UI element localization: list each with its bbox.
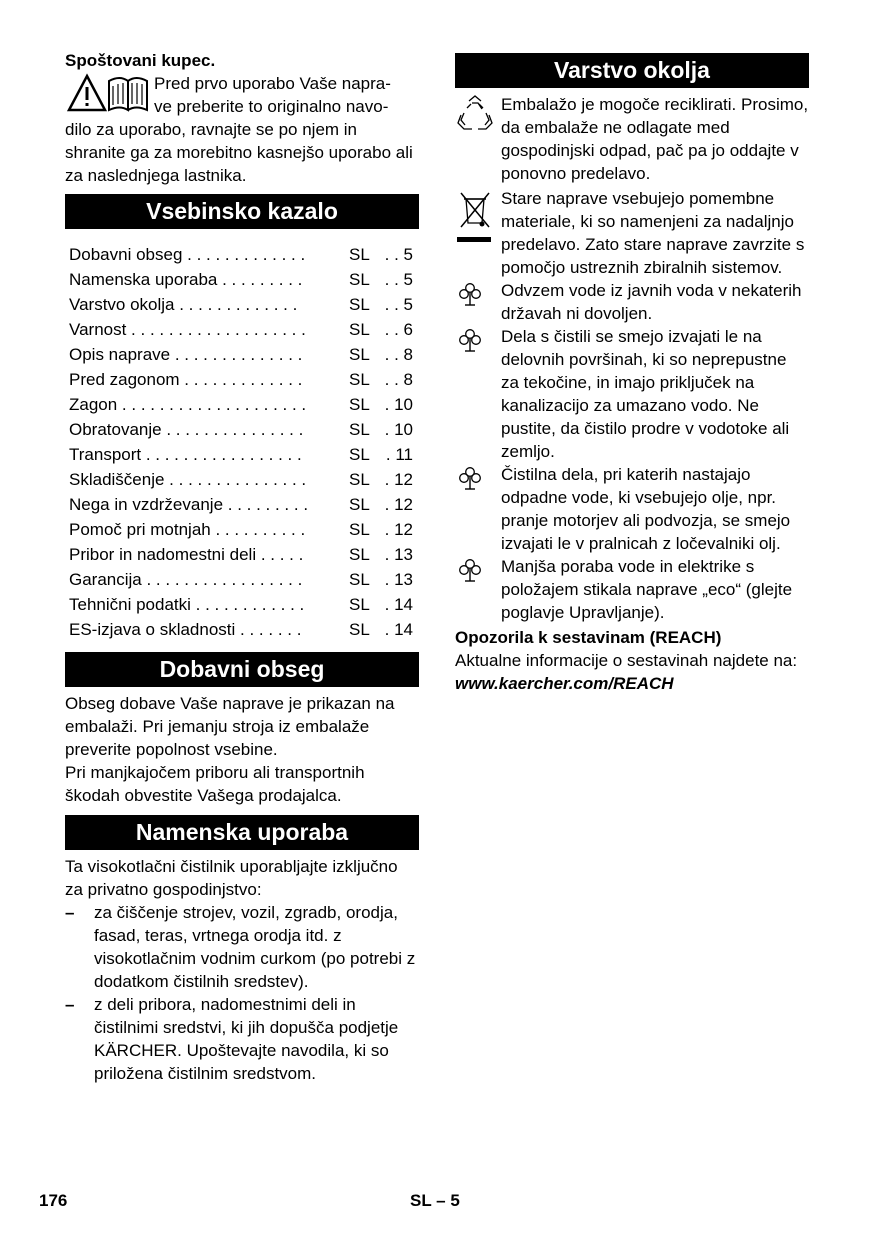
- toc-page-number: . . 5: [384, 295, 413, 314]
- toc-title: [69, 292, 331, 317]
- toc-page-number: . 13: [384, 570, 413, 589]
- toc-leader-dots: . . . . . . . . . . . .: [190, 595, 305, 614]
- toc-lang: SL: [349, 245, 370, 264]
- toc-lang: SL: [349, 520, 370, 539]
- env-text: Embalažo je mogoče reciklirati. Prosimo, da embalaže ne odlagate med gospodinjski odpad, pač pa jo oddajte v ponovno predelavo.: [501, 95, 809, 183]
- toc-page-number: . 13: [384, 545, 413, 564]
- toc-row[interactable]: [65, 392, 419, 417]
- toc-title-text: ES-izjava o skladnosti: [69, 620, 236, 639]
- toc-title: [69, 267, 331, 292]
- toc-title: [69, 542, 331, 567]
- table-of-contents: [65, 242, 419, 642]
- list-item-text: za čiščenje strojev, vozil, zgradb, orodja, fasad, teras, vrtnega orodja itd. z visokotlačnim vodnim curkom (po potrebi z dodatkom čistilnih sredstev).: [94, 903, 416, 991]
- toc-title: [69, 592, 331, 617]
- toc-title-text: Garancija: [69, 570, 142, 589]
- toc-leader-dots: . . . . . . . . . . . . . . . . .: [141, 570, 303, 589]
- toc-row[interactable]: [65, 417, 419, 442]
- toc-row[interactable]: [65, 567, 419, 592]
- toc-title: [69, 317, 331, 342]
- env-item-weee: [455, 187, 809, 279]
- environment-tree-icon: [455, 555, 501, 624]
- toc-title: [69, 492, 331, 517]
- toc-row[interactable]: [65, 617, 419, 642]
- page-number: 176: [39, 1191, 68, 1210]
- toc-title-text: Pomoč pri motnjah: [69, 520, 211, 539]
- delivery-heading: Dobavni obseg: [65, 652, 419, 687]
- env-text: Dela s čistili se smejo izvajati le na delovnih površinah, ki so neprepustne za tekočine, in imajo priključek na kanalizacijo za umazano vodo. Ne pustite, da čistilo prodre v vodotoke ali zemljo.: [501, 327, 790, 461]
- toc-row[interactable]: [65, 367, 419, 392]
- toc-lang: SL: [349, 270, 370, 289]
- toc-page-number: . . 5: [384, 245, 413, 264]
- toc-title: [69, 367, 331, 392]
- toc-lang: SL: [349, 320, 370, 339]
- toc-title: [69, 392, 331, 417]
- toc-title-text: Zagon: [69, 395, 118, 414]
- toc-leader-dots: . . . . . . . . . . . . . . . . . . .: [126, 320, 306, 339]
- toc-page-number: . . 5: [384, 270, 413, 289]
- env-item-tree: [455, 279, 809, 325]
- right-column: [455, 53, 809, 695]
- toc-lang: SL: [349, 620, 370, 639]
- toc-row[interactable]: [65, 342, 419, 367]
- env-text: Manjša poraba vode in elektrike s položajem stikala naprave „eco“ (glejte poglavje Upravljanje).: [501, 557, 793, 622]
- toc-leader-dots: . . . . . . . . . . . . .: [174, 295, 298, 314]
- toc-row[interactable]: [65, 592, 419, 617]
- toc-leader-dots: . . . . . . . . . . . . . . .: [161, 420, 304, 439]
- toc-leader-dots: . . . . . . . . . . . . .: [182, 245, 306, 264]
- toc-row[interactable]: [65, 317, 419, 342]
- toc-page-number: . . 8: [384, 370, 413, 389]
- toc-title: [69, 242, 331, 267]
- toc-page-number: . . 8: [384, 345, 413, 364]
- toc-title-text: Namenska uporaba: [69, 270, 218, 289]
- toc-lang: SL: [349, 545, 370, 564]
- intended-use-heading: Namenska uporaba: [65, 815, 419, 850]
- delivery-text-2: Pri manjkajočem priboru ali transportnih škodah obvestite Vašega prodajalca.: [65, 763, 365, 805]
- toc-lang: SL: [349, 395, 370, 414]
- toc-leader-dots: . . . . . . . . . . . . . . . . . . . .: [117, 395, 307, 414]
- toc-title-text: Opis naprave: [69, 345, 171, 364]
- dash-bullet: –: [65, 995, 75, 1014]
- toc-title-text: Varnost: [69, 320, 127, 339]
- toc-title-text: Pred zagonom: [69, 370, 180, 389]
- reach-link[interactable]: www.kaercher.com/REACH: [455, 674, 674, 693]
- toc-leader-dots: . . . . . . . . .: [223, 495, 309, 514]
- environment-tree-icon: [455, 279, 501, 325]
- toc-title: [69, 342, 331, 367]
- toc-title-text: Varstvo okolja: [69, 295, 175, 314]
- intro-block: [65, 72, 419, 187]
- warning-manual-icon: [65, 72, 151, 114]
- toc-title-text: Obratovanje: [69, 420, 162, 439]
- toc-title-text: Nega in vzdrževanje: [69, 495, 224, 514]
- toc-row[interactable]: [65, 542, 419, 567]
- toc-leader-dots: . . . . . . . . . . . . .: [179, 370, 303, 389]
- intro-line-2: ve preberite to originalno navo-: [154, 97, 389, 116]
- toc-lang: SL: [349, 495, 370, 514]
- toc-lang: SL: [349, 445, 370, 464]
- toc-title: [69, 442, 331, 467]
- toc-leader-dots: . . . . . . . . . . . . . . . . .: [141, 445, 302, 464]
- toc-row[interactable]: [65, 492, 419, 517]
- list-item-text: z deli pribora, nadomestnimi deli in čistilnimi sredstvi, ki jih dopušča podjetje KÄRCHER. Upoštevajte navodila, ki so priložena čistilnim sredstvom.: [94, 995, 399, 1083]
- crossed-bin-icon: [455, 187, 501, 279]
- list-item: [65, 901, 419, 993]
- greeting: Spoštovani kupec.: [65, 51, 216, 70]
- environment-tree-icon: [455, 325, 501, 463]
- environment-heading: Varstvo okolja: [455, 53, 809, 88]
- dash-bullet: –: [65, 903, 75, 922]
- reach-heading: Opozorila k sestavinam (REACH): [455, 628, 722, 647]
- toc-lang: SL: [349, 345, 370, 364]
- toc-title-text: Dobavni obseg: [69, 245, 183, 264]
- toc-page-number: . 14: [384, 620, 413, 639]
- toc-row[interactable]: [65, 517, 419, 542]
- intro-text: dilo za uporabo, ravnajte se po njem in shranite ga za morebitno kasnejšo uporabo ali za naslednjega lastnika.: [65, 120, 413, 185]
- toc-title-text: Skladiščenje: [69, 470, 165, 489]
- environment-tree-icon: [455, 463, 501, 555]
- toc-leader-dots: . . . . . . . . .: [217, 270, 303, 289]
- toc-row[interactable]: [65, 467, 419, 492]
- environment-tree-list: [455, 279, 809, 624]
- recycle-icon: [455, 93, 501, 185]
- toc-title-text: Pribor in nadomestni deli: [69, 545, 257, 564]
- toc-page-number: . 12: [384, 470, 413, 489]
- env-text: Čistilna dela, pri katerih nastajajo odpadne vode, ki vsebujejo olje, npr. pranje motorjev ali podvozja, se smejo izvajati le v pralnicah z ločevalniki olj.: [501, 465, 791, 553]
- list-item: [65, 993, 419, 1085]
- toc-page-number: . 10: [384, 420, 413, 439]
- toc-lang: SL: [349, 370, 370, 389]
- reach-text: Aktualne informacije o sestavinah najdete na:: [455, 651, 798, 670]
- toc-row[interactable]: [65, 292, 419, 317]
- toc-lang: SL: [349, 570, 370, 589]
- toc-page-number: . 12: [384, 495, 413, 514]
- toc-lang: SL: [349, 595, 370, 614]
- section-page-label: SL – 5: [410, 1191, 460, 1210]
- toc-title-text: Transport: [69, 445, 142, 464]
- toc-page-number: . 11: [385, 445, 413, 464]
- env-text: Odvzem vode iz javnih voda v nekaterih državah ni dovoljen.: [501, 281, 802, 323]
- toc-title: [69, 467, 331, 492]
- toc-title: [69, 517, 331, 542]
- left-column: [65, 49, 419, 1085]
- toc-title-text: Tehnični podatki: [69, 595, 191, 614]
- toc-row[interactable]: [65, 267, 419, 292]
- toc-leader-dots: . . . . . . . . . . . . . .: [170, 345, 303, 364]
- intended-use-text: Ta visokotlačni čistilnik uporabljajte izključno za privatno gospodinjstvo:: [65, 857, 398, 899]
- toc-row[interactable]: [65, 242, 419, 267]
- toc-lang: SL: [349, 420, 370, 439]
- delivery-text-1: Obseg dobave Vaše naprave je prikazan na embalaži. Pri jemanju stroja iz embalaže preverite popolnost vsebine.: [65, 694, 395, 759]
- env-item-recycle: [455, 93, 809, 185]
- env-item-tree: [455, 555, 809, 624]
- toc-page-number: . 12: [384, 520, 413, 539]
- toc-row[interactable]: [65, 442, 419, 467]
- env-item-tree: [455, 325, 809, 463]
- toc-leader-dots: . . . . .: [256, 545, 304, 564]
- env-text: Stare naprave vsebujejo pomembne materiale, ki so namenjeni za nadaljnjo predelavo. Zato stare naprave zavrzite s pomočjo ustreznih zbiralnih sistemov.: [501, 189, 805, 277]
- toc-page-number: . . 6: [384, 320, 413, 339]
- toc-page-number: . 14: [384, 595, 413, 614]
- toc-title: [69, 417, 331, 442]
- toc-lang: SL: [349, 295, 370, 314]
- toc-title: [69, 567, 331, 592]
- toc-leader-dots: . . . . . . .: [235, 620, 302, 639]
- toc-leader-dots: . . . . . . . . . .: [210, 520, 306, 539]
- intro-line-1: Pred prvo uporabo Vaše napra-: [154, 74, 391, 93]
- toc-lang: SL: [349, 470, 370, 489]
- toc-title: [69, 617, 331, 642]
- toc-leader-dots: . . . . . . . . . . . . . . .: [164, 470, 307, 489]
- env-item-tree: [455, 463, 809, 555]
- toc-heading: Vsebinsko kazalo: [65, 194, 419, 229]
- toc-page-number: . 10: [384, 395, 413, 414]
